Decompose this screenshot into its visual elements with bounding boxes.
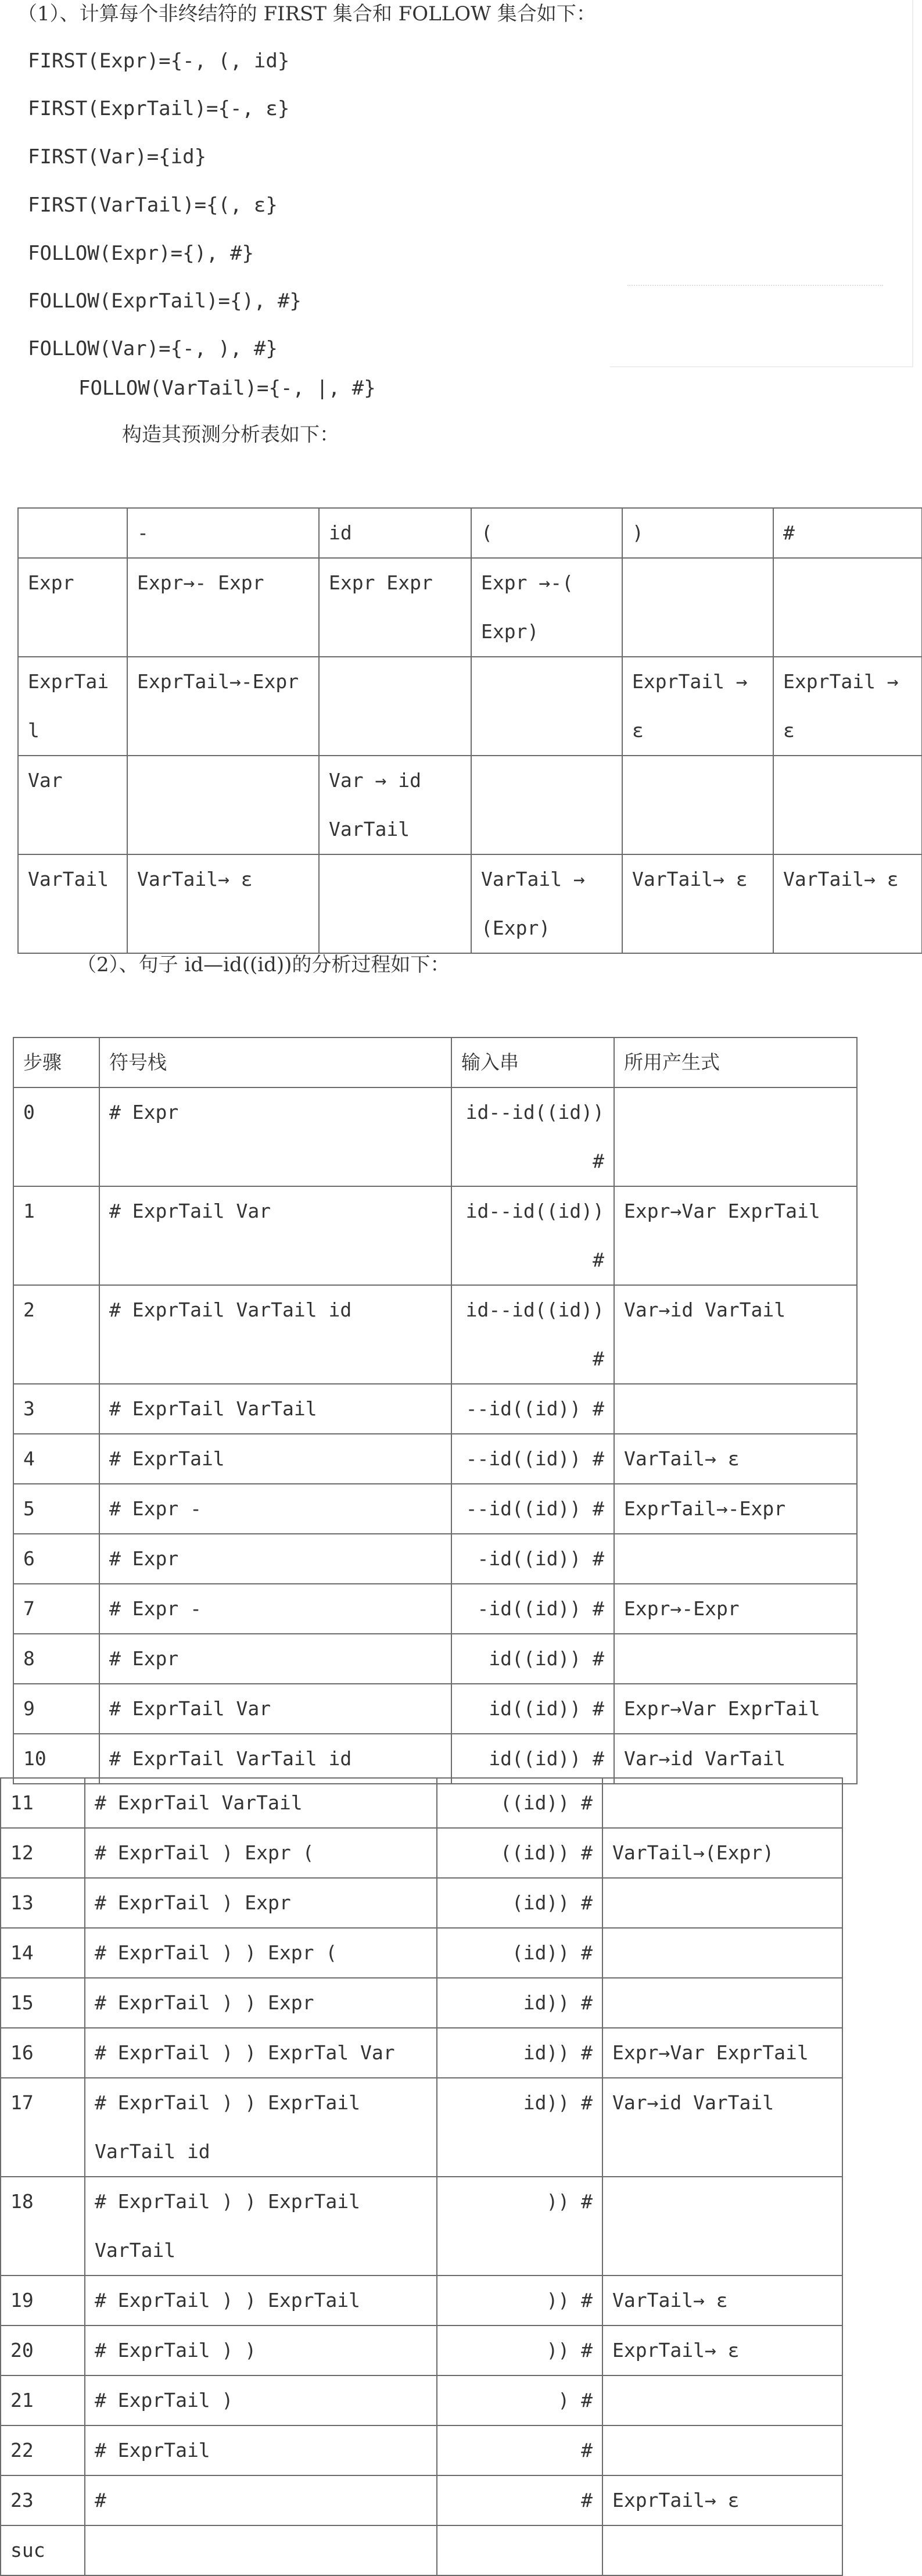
analysis-table-part2 — [0, 1777, 843, 2576]
production-cell — [773, 558, 922, 657]
stack-cell: # ExprTail VarTail id — [99, 1734, 451, 1784]
step-cell: 9 — [13, 1684, 99, 1734]
production-cell: Var→id VarTail — [614, 1285, 857, 1384]
analysis-row — [1, 2375, 842, 2425]
production-cell — [602, 2375, 842, 2425]
step-cell: 3 — [13, 1384, 99, 1434]
input-cell: id--id((id)) # — [451, 1285, 614, 1384]
production-cell — [319, 854, 471, 953]
step-cell: 1 — [13, 1186, 99, 1285]
production-cell — [602, 2177, 842, 2276]
production-cell: ExprTail → ε — [773, 657, 922, 756]
stack-cell: # Expr - — [99, 1584, 451, 1634]
analysis-row — [1, 2425, 842, 2475]
analysis-row — [1, 2028, 842, 2078]
input-cell: id--id((id)) # — [451, 1186, 614, 1285]
input-cell: )) # — [437, 2177, 602, 2276]
input-cell — [437, 2525, 602, 2575]
stack-cell: # ExprTail ) ) ExprTail — [85, 2276, 437, 2325]
step-cell: 5 — [13, 1484, 99, 1534]
analysis-header-cell: 所用产生式 — [614, 1037, 857, 1087]
analysis-row — [13, 1484, 857, 1534]
predict-header-cell: id — [319, 508, 471, 558]
analysis-row — [13, 1534, 857, 1584]
analysis-row — [1, 1778, 842, 1828]
analysis-header-cell: 步骤 — [13, 1037, 99, 1087]
analysis-row — [13, 1434, 857, 1484]
input-cell: )) # — [437, 2325, 602, 2375]
stack-cell: # ExprTail ) Expr — [85, 1878, 437, 1928]
production-cell — [471, 657, 622, 756]
production-cell — [602, 2525, 842, 2575]
step-cell: 20 — [1, 2325, 85, 2375]
analysis-row — [1, 1878, 842, 1928]
production-cell: Var → id VarTail — [319, 756, 471, 854]
predict-row — [18, 756, 922, 854]
stack-cell: # ExprTail ) ) ExprTal Var — [85, 2028, 437, 2078]
predict-header-cell: ) — [622, 508, 773, 558]
stack-cell: # Expr - — [99, 1484, 451, 1534]
input-cell: (id)) # — [437, 1928, 602, 1978]
predict-header-row — [18, 508, 922, 558]
production-cell — [471, 756, 622, 854]
analysis-row — [13, 1634, 857, 1684]
production-cell — [773, 756, 922, 854]
step-cell: 14 — [1, 1928, 85, 1978]
stack-cell — [85, 2525, 437, 2575]
predict-row — [18, 657, 922, 756]
stack-cell: # ExprTail VarTail — [99, 1384, 451, 1434]
step-cell: 0 — [13, 1087, 99, 1186]
production-cell: VarTail→ ε — [127, 854, 319, 953]
step-cell: 23 — [1, 2475, 85, 2525]
input-cell: id((id)) # — [451, 1634, 614, 1684]
first-exprtail: FIRST(ExprTail)={-, ε} — [28, 97, 290, 120]
production-cell: ExprTail→-Expr — [127, 657, 319, 756]
step-cell: 8 — [13, 1634, 99, 1684]
follow-vartail: FOLLOW(VarTail)={-, |, #} — [78, 377, 376, 400]
production-cell: VarTail → (Expr) — [471, 854, 622, 953]
stack-cell: # ExprTail ) ) Expr — [85, 1978, 437, 2028]
production-cell: Expr→Var ExprTail — [602, 2028, 842, 2078]
step-cell: 13 — [1, 1878, 85, 1928]
stack-cell: # ExprTail ) Expr ( — [85, 1828, 437, 1878]
input-cell: ) # — [437, 2375, 602, 2425]
production-cell: Expr→-Expr — [614, 1584, 857, 1634]
analysis-row — [1, 1928, 842, 1978]
predict-header-cell — [18, 508, 127, 558]
step-cell: 22 — [1, 2425, 85, 2475]
step-cell: 21 — [1, 2375, 85, 2425]
production-cell: VarTail→ ε — [602, 2276, 842, 2325]
analysis-table-part1 — [13, 1037, 858, 1784]
nonterminal-cell: VarTail — [18, 854, 127, 953]
production-cell: Expr→Var ExprTail — [614, 1186, 857, 1285]
stack-cell: # Expr — [99, 1534, 451, 1584]
predict-row — [18, 558, 922, 657]
analysis-row — [1, 2325, 842, 2375]
stack-cell: # Expr — [99, 1087, 451, 1186]
production-cell: Expr →-( Expr) — [471, 558, 622, 657]
nonterminal-cell: Expr — [18, 558, 127, 657]
predict-header-cell: ( — [471, 508, 622, 558]
stack-cell: # ExprTail Var — [99, 1684, 451, 1734]
first-var: FIRST(Var)={id} — [28, 145, 207, 169]
decorative-frame — [610, 0, 913, 367]
input-cell: # — [437, 2475, 602, 2525]
stack-cell: # ExprTail — [85, 2425, 437, 2475]
stack-cell: # ExprTail — [99, 1434, 451, 1484]
nonterminal-cell: Var — [18, 756, 127, 854]
section1-heading: （1）、计算每个非终结符的 FIRST 集合和 FOLLOW 集合如下： — [17, 2, 596, 26]
decorative-divider — [627, 285, 883, 286]
stack-cell: # ExprTail ) ) — [85, 2325, 437, 2375]
input-cell: id--id((id)) # — [451, 1087, 614, 1186]
stack-cell: # ExprTail ) — [85, 2375, 437, 2425]
production-cell: Expr Expr — [319, 558, 471, 657]
stack-cell: # Expr — [99, 1634, 451, 1684]
production-cell — [614, 1634, 857, 1684]
analysis-row — [13, 1285, 857, 1384]
input-cell: id((id)) # — [451, 1684, 614, 1734]
analysis-header-cell: 输入串 — [451, 1037, 614, 1087]
input-cell: id)) # — [437, 1978, 602, 2028]
step-cell: 15 — [1, 1978, 85, 2028]
analysis-row — [1, 2525, 842, 2575]
analysis-header-row — [13, 1037, 857, 1087]
analysis-row — [1, 1828, 842, 1878]
stack-cell: # ExprTail VarTail — [85, 1778, 437, 1828]
production-cell — [602, 1978, 842, 2028]
production-cell — [622, 756, 773, 854]
production-cell: Expr→- Expr — [127, 558, 319, 657]
production-cell: Var→id VarTail — [614, 1734, 857, 1784]
predict-row — [18, 854, 922, 953]
analysis-row — [13, 1584, 857, 1634]
step-cell: 16 — [1, 2028, 85, 2078]
input-cell: --id((id)) # — [451, 1434, 614, 1484]
input-cell: ((id)) # — [437, 1778, 602, 1828]
production-cell — [127, 756, 319, 854]
section2-heading: （2）、句子 id—id((id))的分析过程如下： — [77, 953, 450, 976]
production-cell — [602, 1928, 842, 1978]
stack-cell: # ExprTail ) ) Expr ( — [85, 1928, 437, 1978]
nonterminal-cell: ExprTail — [18, 657, 127, 756]
analysis-row — [1, 2177, 842, 2276]
analysis-row — [1, 1978, 842, 2028]
analysis-row — [1, 2276, 842, 2325]
step-cell: 10 — [13, 1734, 99, 1784]
step-cell: 18 — [1, 2177, 85, 2276]
production-cell: VarTail→(Expr) — [602, 1828, 842, 1878]
step-cell: 19 — [1, 2276, 85, 2325]
step-cell: 4 — [13, 1434, 99, 1484]
follow-expr: FOLLOW(Expr)={), #} — [28, 242, 254, 265]
production-cell — [602, 1778, 842, 1828]
analysis-header-cell: 符号栈 — [99, 1037, 451, 1087]
production-cell: ExprTail → ε — [622, 657, 773, 756]
stack-cell: # ExprTail Var — [99, 1186, 451, 1285]
follow-exprtail: FOLLOW(ExprTail)={), #} — [28, 289, 302, 313]
input-cell: id)) # — [437, 2078, 602, 2177]
stack-cell: # — [85, 2475, 437, 2525]
production-cell: Expr→Var ExprTail — [614, 1684, 857, 1734]
input-cell: # — [437, 2425, 602, 2475]
input-cell: -id((id)) # — [451, 1584, 614, 1634]
predict-header-cell: # — [773, 508, 922, 558]
stack-cell: # ExprTail ) ) ExprTail VarTail — [85, 2177, 437, 2276]
input-cell: )) # — [437, 2276, 602, 2325]
production-cell — [614, 1087, 857, 1186]
analysis-row — [13, 1186, 857, 1285]
production-cell: ExprTail→ ε — [602, 2475, 842, 2525]
analysis-row — [13, 1087, 857, 1186]
analysis-row — [1, 2475, 842, 2525]
production-cell — [614, 1384, 857, 1434]
analysis-row — [13, 1384, 857, 1434]
input-cell: ((id)) # — [437, 1828, 602, 1878]
production-cell: VarTail→ ε — [622, 854, 773, 953]
first-expr: FIRST(Expr)={-, (, id} — [28, 49, 290, 73]
step-cell: 12 — [1, 1828, 85, 1878]
production-cell — [622, 558, 773, 657]
stack-cell: # ExprTail VarTail id — [99, 1285, 451, 1384]
production-cell: ExprTail→ ε — [602, 2325, 842, 2375]
stack-cell: # ExprTail ) ) ExprTail VarTail id — [85, 2078, 437, 2177]
analysis-row — [1, 2078, 842, 2177]
input-cell: --id((id)) # — [451, 1484, 614, 1534]
table-intro: 构造其预测分析表如下： — [122, 423, 339, 446]
production-cell — [614, 1534, 857, 1584]
step-cell: 6 — [13, 1534, 99, 1584]
step-cell: 2 — [13, 1285, 99, 1384]
input-cell: id((id)) # — [451, 1734, 614, 1784]
analysis-row — [13, 1684, 857, 1734]
predictive-parse-table — [17, 507, 922, 954]
analysis-row — [13, 1734, 857, 1784]
production-cell: VarTail→ ε — [773, 854, 922, 953]
predict-header-cell: - — [127, 508, 319, 558]
step-cell: 11 — [1, 1778, 85, 1828]
first-vartail: FIRST(VarTail)={(, ε} — [28, 194, 278, 217]
input-cell: id)) # — [437, 2028, 602, 2078]
step-cell: 7 — [13, 1584, 99, 1634]
production-cell: VarTail→ ε — [614, 1434, 857, 1484]
input-cell: (id)) # — [437, 1878, 602, 1928]
input-cell: --id((id)) # — [451, 1384, 614, 1434]
step-cell: 17 — [1, 2078, 85, 2177]
input-cell: -id((id)) # — [451, 1534, 614, 1584]
production-cell: ExprTail→-Expr — [614, 1484, 857, 1534]
production-cell — [602, 2425, 842, 2475]
follow-var: FOLLOW(Var)={-, ), #} — [28, 337, 278, 360]
step-cell: suc — [1, 2525, 85, 2575]
production-cell: Var→id VarTail — [602, 2078, 842, 2177]
production-cell — [602, 1878, 842, 1928]
production-cell — [319, 657, 471, 756]
